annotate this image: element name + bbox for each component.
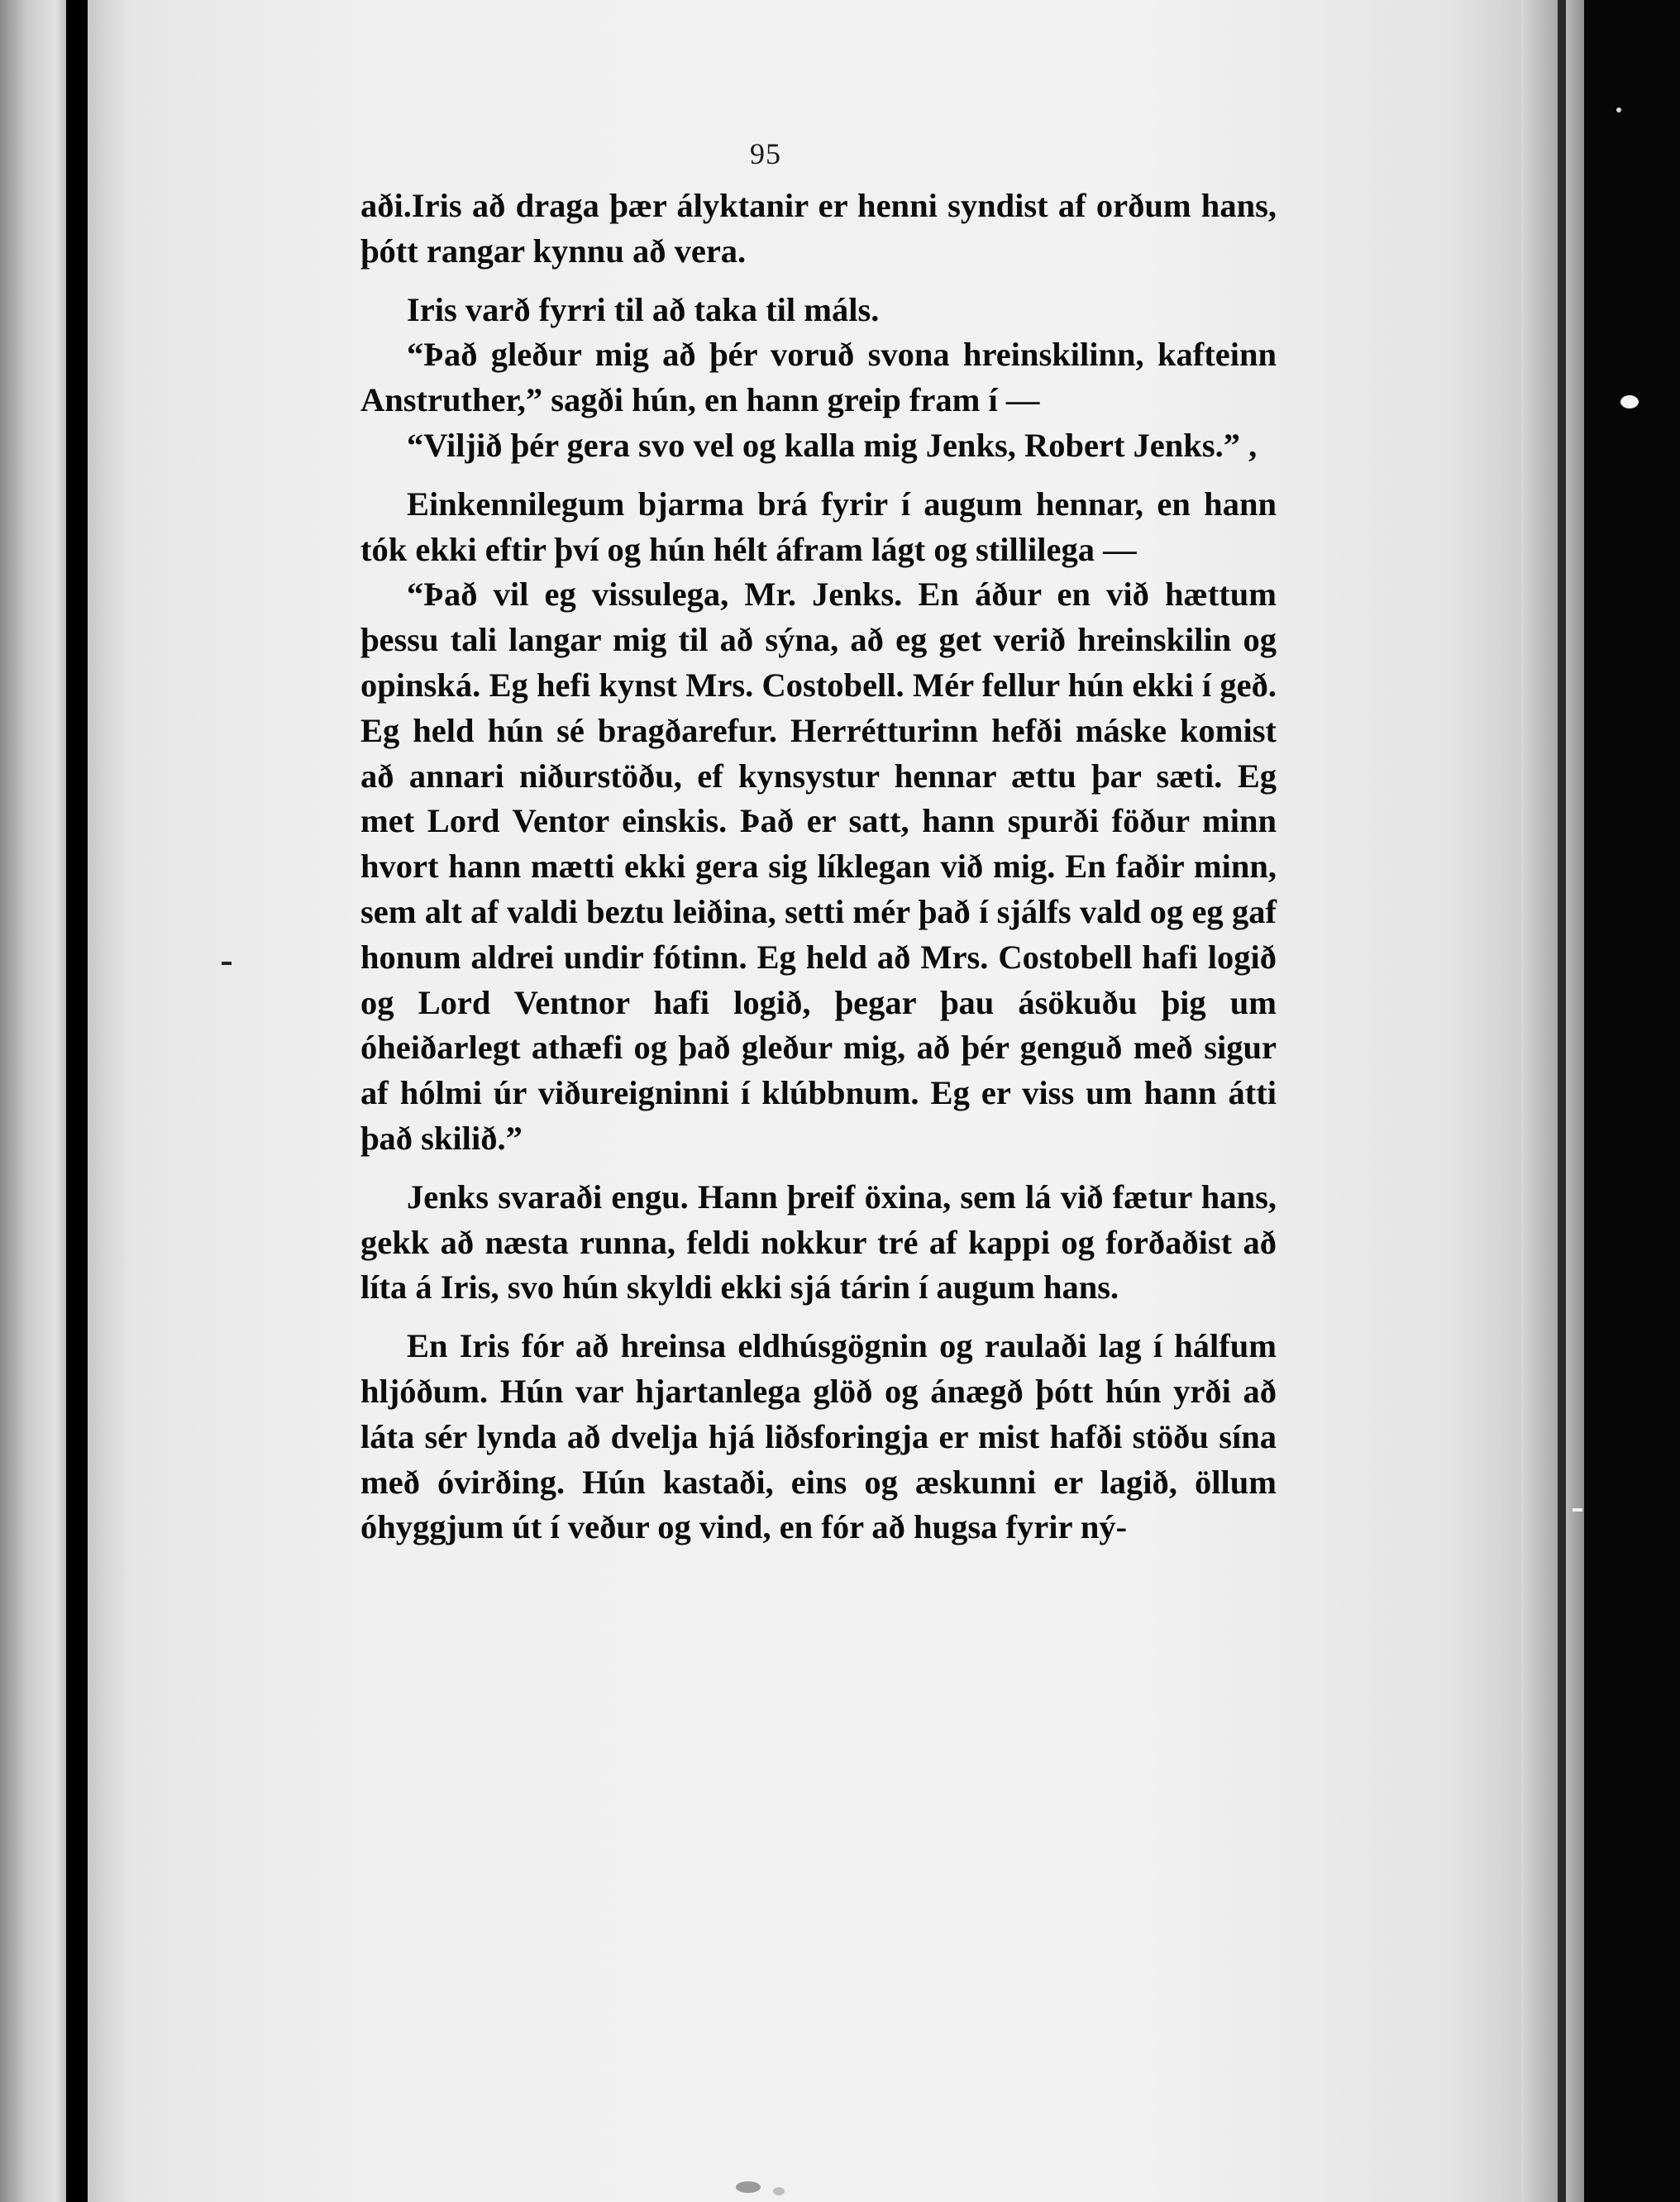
page-edge xyxy=(1566,0,1584,2202)
paragraph: En Iris fór að hreinsa eldhúsgögnin og raulaði lag í hálfum hljóðum. Hún var hjartanlega glöð og ánægð þótt hún yrði að láta sér lynda að dvelja hjá liðsforingja er mist hafði stöðu sína með óvirðing. Hún kastaði, eins og æskunni er lagið, öllum óhyggjum út í veður og vind, en fór að hugsa fyrir ný- xyxy=(360,1327,1277,1546)
page-number: 95 xyxy=(750,137,781,170)
scan-mark xyxy=(222,962,231,965)
paragraph: “Það gleður mig að þér voruð svona hreinskilinn, kafteinn Anstruther,” sagði hún, en hann greip fram í — xyxy=(360,336,1277,419)
book-page xyxy=(88,0,1568,2202)
paragraph-continuation: aði.Iris að draga þær ályktanir er henni syndist af orðum hans, þótt rangar kynnu að vera. xyxy=(360,187,1277,270)
book-gutter xyxy=(66,0,88,2202)
scan-speck xyxy=(736,2181,761,2193)
facing-page-edge xyxy=(0,0,66,2202)
scan-mark xyxy=(1573,1508,1582,1512)
paragraph: Einkennilegum bjarma brá fyrir í augum hennar, en hann tók ekki eftir því og hún hélt áfram lágt og stillilega — xyxy=(360,485,1277,568)
scan-speck xyxy=(1616,107,1621,112)
scan-speck xyxy=(773,2187,785,2195)
page-body xyxy=(360,184,1277,1550)
paragraph: “Viljið þér gera svo vel og kalla mig Jenks, Robert Jenks.” , xyxy=(407,426,1258,464)
paragraph: Iris varð fyrri til að taka til máls. xyxy=(407,290,880,328)
paragraph: Jenks svaraði engu. Hann þreif öxina, sem lá við fætur hans, gekk að næsta runna, feldi nokkur tré af kappi og forðaðist að líta á Iris, svo hún skyldi ekki sjá tárin í augum hans. xyxy=(360,1177,1277,1306)
scan-border xyxy=(1584,0,1680,2202)
page-edge xyxy=(1521,0,1558,2202)
scan-speck xyxy=(1620,395,1639,408)
paragraph: “Það vil eg vissulega, Mr. Jenks. En áður en við hættum þessu tali langar mig til að sýna, að eg get verið hreinskilin og opinská. Eg hefi kynst Mrs. Costobell. Mér fellur hún ekki í geð. Eg held hún sé bragðarefur. Herrétturinn hefði máske komist að annari niðurstöðu, ef kynsystur hennar ættu þar sæti. Eg met Lord Ventor einskis. Það er satt, hann spurði föður minn hvort hann mætti ekki gera sig líklegan við mig. En faðir minn, sem alt af valdi beztu leiðina, setti mér það í sjálfs vald og eg gaf honum aldrei undir fótinn. Eg held að Mrs. Costobell hafi logið og Lord Ventnor hafi logið, þegar þau ásökuðu þig um óheiðarlegt athæfi og það gleður mig, að þér genguð með sigur af hólmi úr viðureigninni í klúbbnum. Eg er viss um hann átti það skilið.” xyxy=(360,576,1277,1157)
page-edge-shadow xyxy=(1558,0,1566,2202)
